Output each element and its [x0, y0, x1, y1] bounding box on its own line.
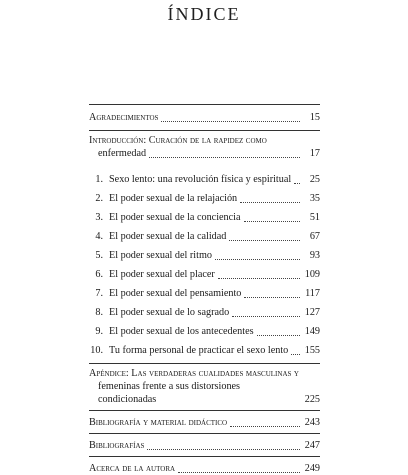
- toc-entry-apendice: [89, 367, 320, 406]
- chapter-number: 2.: [95, 193, 103, 204]
- dot-leader: [147, 448, 300, 450]
- page-title: ÍNDICE: [167, 4, 241, 24]
- dot-leader: [218, 277, 300, 279]
- section-rule: [89, 410, 320, 411]
- toc-chapter-6: [89, 262, 320, 281]
- table-of-contents: [89, 104, 320, 475]
- toc-entry-label: El poder sexual de la relajación: [109, 193, 238, 204]
- chapter-number: 4.: [95, 231, 103, 242]
- toc-entry-page: 17: [309, 148, 320, 159]
- toc-chapter-7: [89, 281, 320, 300]
- chapter-number: 5.: [95, 250, 103, 261]
- toc-entry-page: 149: [304, 326, 320, 337]
- toc-entry-label-continued: femeninas frente a sus distorsiones condicionadas: [98, 381, 241, 405]
- section-rule: [89, 456, 320, 457]
- toc-entry-page: 67: [309, 231, 320, 242]
- dot-leader: [232, 315, 300, 317]
- toc-entry-page: 225: [304, 394, 320, 405]
- toc-entry-label-continued: enfermedad: [98, 148, 147, 159]
- toc-entry-label: Apéndice: Las verdaderas cualidades masculinas y: [89, 368, 299, 379]
- toc-entry-page: 127: [304, 307, 320, 318]
- toc-entry-page: 25: [309, 174, 320, 185]
- toc-entry-label: Tu forma personal de practicar el sexo lento: [109, 345, 289, 356]
- dot-leader: [291, 353, 300, 355]
- toc-entry-page: 93: [309, 250, 320, 261]
- toc-entry-label: Bibliografía y material didáctico: [89, 417, 228, 428]
- dot-leader: [257, 334, 300, 336]
- dot-leader: [294, 182, 300, 184]
- toc-entry-page: 247: [304, 440, 320, 451]
- toc-entry-page: 249: [304, 463, 320, 474]
- toc-chapter-5: [89, 243, 320, 262]
- toc-entry-page: 35: [309, 193, 320, 204]
- dot-leader: [244, 296, 300, 298]
- chapter-number: 9.: [95, 326, 103, 337]
- toc-entry-page: 243: [304, 417, 320, 428]
- dot-leader: [244, 220, 300, 222]
- section-rule: [89, 104, 320, 105]
- toc-chapter-3: [89, 205, 320, 224]
- dot-leader: [161, 120, 300, 122]
- chapter-number: 3.: [95, 212, 103, 223]
- dot-leader: [215, 258, 300, 260]
- toc-entry-page: 155: [304, 345, 320, 356]
- dot-leader: [149, 156, 300, 158]
- chapter-number: 10.: [90, 345, 103, 356]
- section-rule: [89, 130, 320, 131]
- toc-entry-label: Introducción: Curación de la rapidez como: [89, 135, 267, 146]
- dot-leader: [178, 471, 300, 473]
- chapter-number: 6.: [95, 269, 103, 280]
- dot-leader: [230, 425, 300, 427]
- toc-entry-bibliografias: [89, 437, 320, 452]
- toc-entry-label: Acerca de la autora: [89, 463, 176, 474]
- toc-entry-acerca-autora: [89, 460, 320, 475]
- toc-chapter-9: [89, 319, 320, 338]
- dot-leader: [240, 201, 300, 203]
- toc-entry-label: El poder sexual del ritmo: [109, 250, 212, 261]
- chapter-number: 8.: [95, 307, 103, 318]
- section-rule: [89, 433, 320, 434]
- toc-entry-label: El poder sexual de los antecedentes: [109, 326, 254, 337]
- toc-entry-label: El poder sexual del pensamiento: [109, 288, 242, 299]
- section-rule: [89, 363, 320, 364]
- toc-entry-label: El poder sexual de la calidad: [109, 231, 227, 242]
- toc-entry-page: 109: [304, 269, 320, 280]
- toc-entry-label: El poder sexual del placer: [109, 269, 215, 280]
- toc-entry-label: El poder sexual de lo sagrado: [109, 307, 230, 318]
- toc-chapter-2: [89, 186, 320, 205]
- toc-entry-page: 117: [305, 288, 320, 299]
- toc-entry-introduccion: [89, 134, 320, 160]
- toc-entry-page: 15: [309, 112, 320, 123]
- chapter-number: 7.: [95, 288, 103, 299]
- toc-entry-page: 51: [309, 212, 320, 223]
- toc-entry-agradecimientos: [89, 108, 320, 124]
- toc-chapter-8: [89, 300, 320, 319]
- toc-chapter-1: [89, 166, 320, 186]
- toc-entry-label: Agradecimientos: [89, 112, 159, 123]
- toc-entry-label: Sexo lento: una revolución física y espiritual: [109, 174, 292, 185]
- toc-chapter-10: [89, 338, 320, 357]
- toc-chapter-4: [89, 224, 320, 243]
- toc-entry-label: El poder sexual de la conciencia: [109, 212, 241, 223]
- toc-entry-bibliografia-material: [89, 414, 320, 429]
- toc-entry-label: Bibliografías: [89, 440, 145, 451]
- chapter-number: 1.: [95, 174, 103, 185]
- dot-leader: [229, 239, 300, 241]
